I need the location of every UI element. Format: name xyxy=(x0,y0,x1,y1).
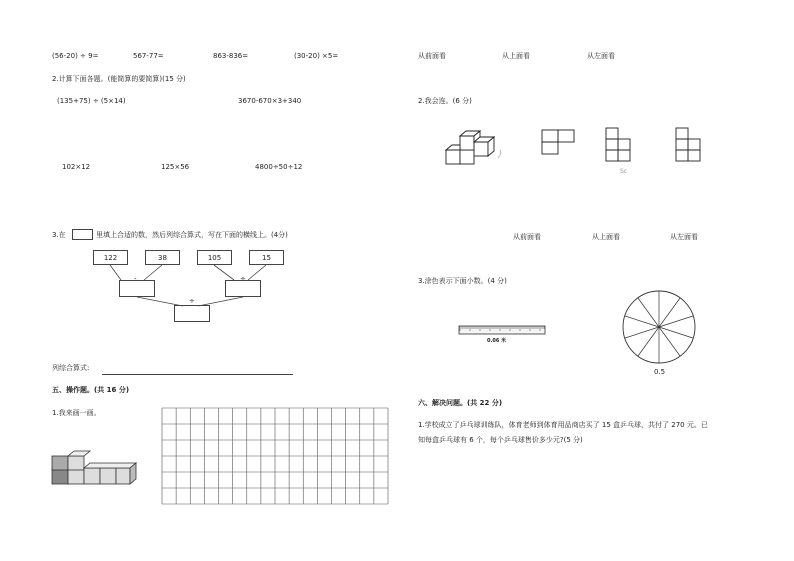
circle-divider xyxy=(638,327,659,356)
view-left-bottom: 从左面看 xyxy=(670,233,698,241)
result-box-3[interactable] xyxy=(174,305,210,322)
circle-divider xyxy=(625,316,659,327)
view-top-top: 从上面看 xyxy=(502,52,530,60)
q2-item-4: 125×56 xyxy=(161,163,190,171)
cube-stack-figure xyxy=(48,446,138,496)
op-divide-1: ÷ xyxy=(240,275,246,283)
pie-circle[interactable] xyxy=(621,289,697,365)
circle-label: 0.5 xyxy=(654,368,666,376)
circle-divider xyxy=(659,327,693,338)
op-minus: - xyxy=(134,275,137,283)
scan-mark: Sc xyxy=(620,168,628,175)
ruler-figure xyxy=(458,323,548,339)
section-5-title: 五、操作题。(共 16 分) xyxy=(52,386,130,394)
view-front-bottom: 从前面看 xyxy=(513,233,541,241)
ruler-label: 0.06 米 xyxy=(487,338,507,344)
result-box-1[interactable] xyxy=(119,280,155,297)
front-view-shape xyxy=(674,126,714,166)
number-box-122: 122 xyxy=(93,250,128,265)
top-view-shape xyxy=(540,128,580,158)
right-q3-title: 3.涂色表示下面小数。(4 分) xyxy=(418,277,507,285)
q2-item-5: 4800÷50÷12 xyxy=(255,163,303,171)
circle-divider xyxy=(659,327,680,356)
circle-divider xyxy=(625,327,659,338)
number-box-15: 15 xyxy=(249,250,284,265)
answer-line[interactable] xyxy=(102,374,293,375)
q3-prefix: 3.在 xyxy=(52,231,66,239)
section-6-title: 六、解决问题。(共 22 分) xyxy=(418,399,503,407)
view-top-bottom: 从上面看 xyxy=(592,233,620,241)
q6-1-line2: 知每盒乒乓球有 6 个，每个乒乓球售价多少元?(5 分) xyxy=(418,436,583,444)
number-box-38: 38 xyxy=(145,250,180,265)
q2-item-2: 3670-670×3+340 xyxy=(238,97,302,105)
q3-suffix: 里填上合适的数，然后列综合算式，写在下面的横线上。(4分) xyxy=(96,231,288,239)
calc-2: 567-77= xyxy=(133,52,164,60)
view-left-top: 从左面看 xyxy=(587,52,615,60)
circle-divider xyxy=(659,298,680,327)
circle-divider xyxy=(638,298,659,327)
q6-1-line1: 1.学校成立了乒乓球训练队，体育老师到体育用品商店买了 15 盒乒乓球，共付了 270 元。已 xyxy=(418,421,708,429)
right-q2-title: 2.我会连。(6 分) xyxy=(418,97,472,105)
q2-item-3: 102×12 xyxy=(62,163,91,171)
q5-1-label: 1.我来画一画。 xyxy=(52,409,101,417)
combined-formula-label: 列综合算式: xyxy=(52,364,90,372)
calc-1: (56-20) ÷ 9= xyxy=(52,52,99,60)
calc-3: 863-836= xyxy=(213,52,249,60)
question-2-title: 2.计算下面各题。(能简算的要简算)(15 分) xyxy=(52,75,186,83)
cube-group-figure xyxy=(442,128,502,178)
calc-4: (30-20) ×5= xyxy=(294,52,339,60)
view-front-top: 从前面看 xyxy=(418,52,446,60)
left-view-shape xyxy=(604,126,644,166)
q2-item-1: (135+75) ÷ (5×14) xyxy=(57,97,126,105)
number-box-105: 105 xyxy=(197,250,232,265)
drawing-grid[interactable] xyxy=(162,408,388,504)
circle-divider xyxy=(659,316,693,327)
op-divide-2: ÷ xyxy=(189,297,195,305)
